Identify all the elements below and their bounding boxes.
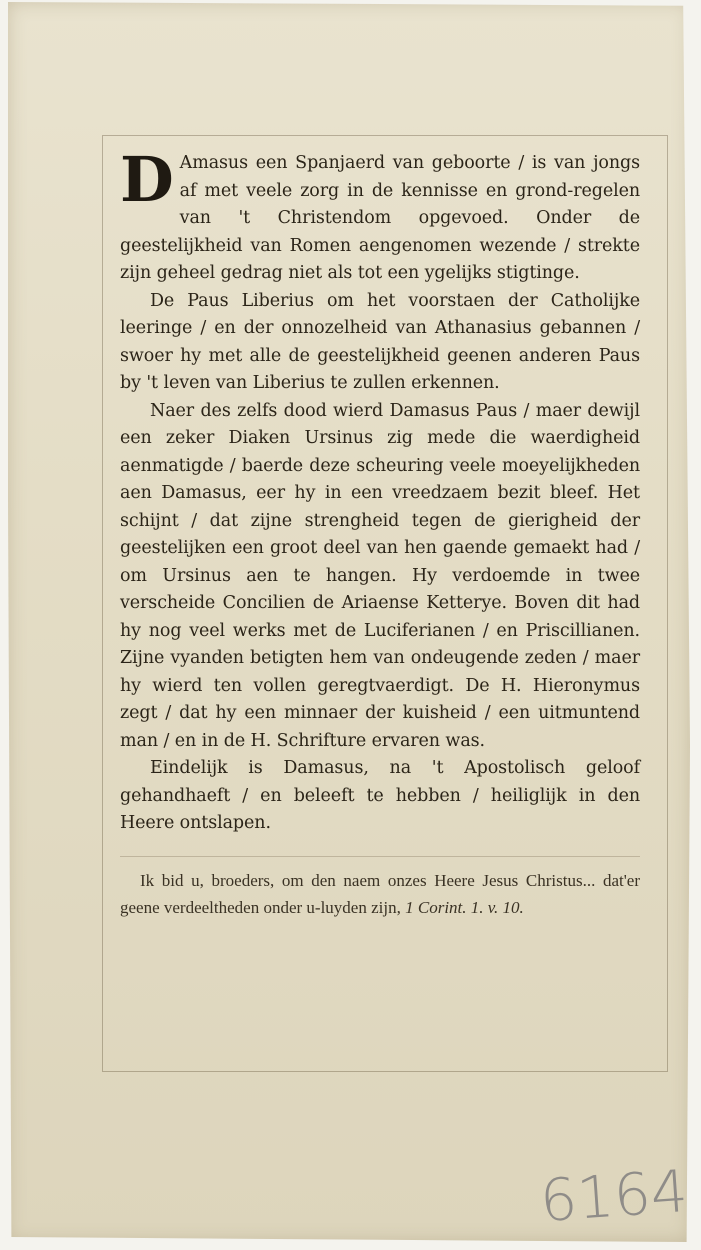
quote-text: Ik bid u, broeders, om den naem onzes Heere Jesus Christus... dat'er geene verdeeltheden onder u-luyden zijn, (120, 870, 640, 917)
section-divider (120, 856, 640, 857)
drop-cap: D (120, 143, 174, 216)
paragraph-4: Eindelijk is Damasus, na 't Apostolisch geloof gehandhaeft / en beleeft te hebben / heiliglijk in den Heere ontslapen. (120, 758, 640, 833)
text-block (120, 143, 640, 921)
quote-reference: 1 Corint. 1. v. 10. (405, 897, 524, 917)
paragraph-3: Naer des zelfs dood wierd Damasus Paus / maer dewijl een zeker Diaken Ursinus zig mede die waerdigheid aenmatigde / baerde deze scheuring veele moeyelijkheden aen Damasus, eer hy in een vreedzaem bezit bleef. Het schijnt / dat zijne strengheid tegen de gierigheid der geestelijken een groot deel van hen gaende gemaekt had / om Ursinus aen te hangen. Hy verdoemde in twee verscheide Concilien de Ariaense Ketterye. Boven dit had hy nog veel werks met de Luciferianen / en Priscillianen. Zijne vyanden betigten hem van ondeugende zeden / maer hy wierd ten vollen geregtvaerdigt. De H. Hieronymus zegt / dat hy een minnaer der kuisheid / een uitmuntend man / en in de H. Schrifture ervaren was. (120, 400, 640, 751)
scripture-quote (120, 867, 640, 921)
paragraph-2: De Paus Liberius om het voorstaen der Catholijke leeringe / en der onnozelheid van Athanasius gebannen / swoer hy met alle de geestelijkheid geenen anderen Paus by 't leven van Liberius te zullen erkennen. (120, 290, 640, 393)
paragraph-1 (120, 143, 640, 288)
handwritten-mark: 6164 (537, 1156, 690, 1236)
paragraph-1-text: Amasus een Spanjaerd van geboorte / is van jongs af met veele zorg in de kennisse en grond-regelen van 't Christendom opgevoed. Onder de geestelijkheid van Romen aengenomen wezende / strekte zijn geheel gedrag niet als tot een ygelijks stigtinge. (120, 153, 640, 283)
